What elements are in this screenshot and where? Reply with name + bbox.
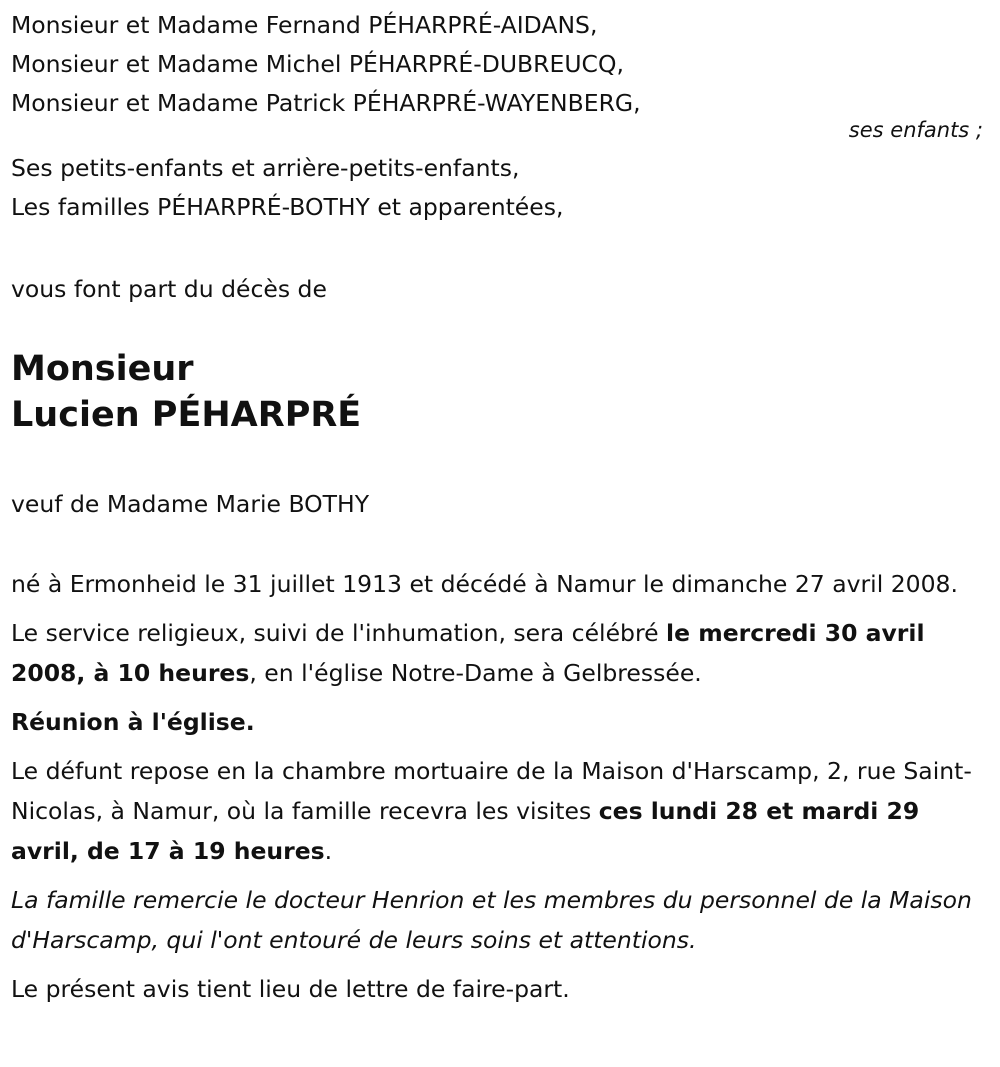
children-label: ses enfants ; bbox=[848, 118, 983, 142]
children-list bbox=[11, 6, 986, 123]
deceased-title: Monsieur bbox=[11, 349, 194, 389]
closing-line: Le présent avis tient lieu de lettre de faire-part. bbox=[11, 975, 570, 1003]
relatives-line: Les familles PÉHARPRÉ-BOTHY et apparentées, bbox=[11, 193, 564, 221]
visits-datetime: ces lundi 28 et mardi 29 avril, de 17 à 19 heures bbox=[11, 797, 920, 865]
child-line: Monsieur et Madame Patrick PÉHARPRÉ-WAYENBERG, bbox=[11, 89, 641, 117]
thanks-paragraph: La famille remercie le docteur Henrion et les membres du personnel de la Maison d'Harscamp, qui l'ont entouré de leurs soins et attentions. bbox=[11, 886, 972, 954]
meeting-note: Réunion à l'église. bbox=[11, 708, 255, 736]
body-text bbox=[11, 564, 986, 1009]
child-line: Monsieur et Madame Michel PÉHARPRÉ-DUBREUCQ, bbox=[11, 50, 624, 78]
announcement-text: vous font part du décès de bbox=[11, 275, 327, 303]
birth-death-dates: né à Ermonheid le 31 juillet 1913 et décédé à Namur le dimanche 27 avril 2008. bbox=[11, 570, 958, 598]
visits-paragraph: Le défunt repose en la chambre mortuaire de la Maison d'Harscamp, 2, rue Saint-Nicolas, à Namur, où la famille recevra les visites ces lundi 28 et mardi 29 avril, de 17 à 19 heures. bbox=[11, 757, 972, 865]
other-relatives bbox=[11, 149, 986, 227]
service-datetime: le mercredi 30 avril 2008, à 10 heures bbox=[11, 619, 925, 687]
child-line: Monsieur et Madame Fernand PÉHARPRÉ-AIDANS, bbox=[11, 11, 598, 39]
service-paragraph: Le service religieux, suivi de l'inhumation, sera célébré le mercredi 30 avril 2008, à 10 heures, en l'église Notre-Dame à Gelbressée. bbox=[11, 619, 925, 687]
relatives-line: Ses petits-enfants et arrière-petits-enfants, bbox=[11, 154, 520, 182]
deceased-fullname: Lucien PÉHARPRÉ bbox=[11, 395, 362, 435]
widow-of: veuf de Madame Marie BOTHY bbox=[11, 490, 370, 518]
deceased-name bbox=[11, 346, 361, 438]
